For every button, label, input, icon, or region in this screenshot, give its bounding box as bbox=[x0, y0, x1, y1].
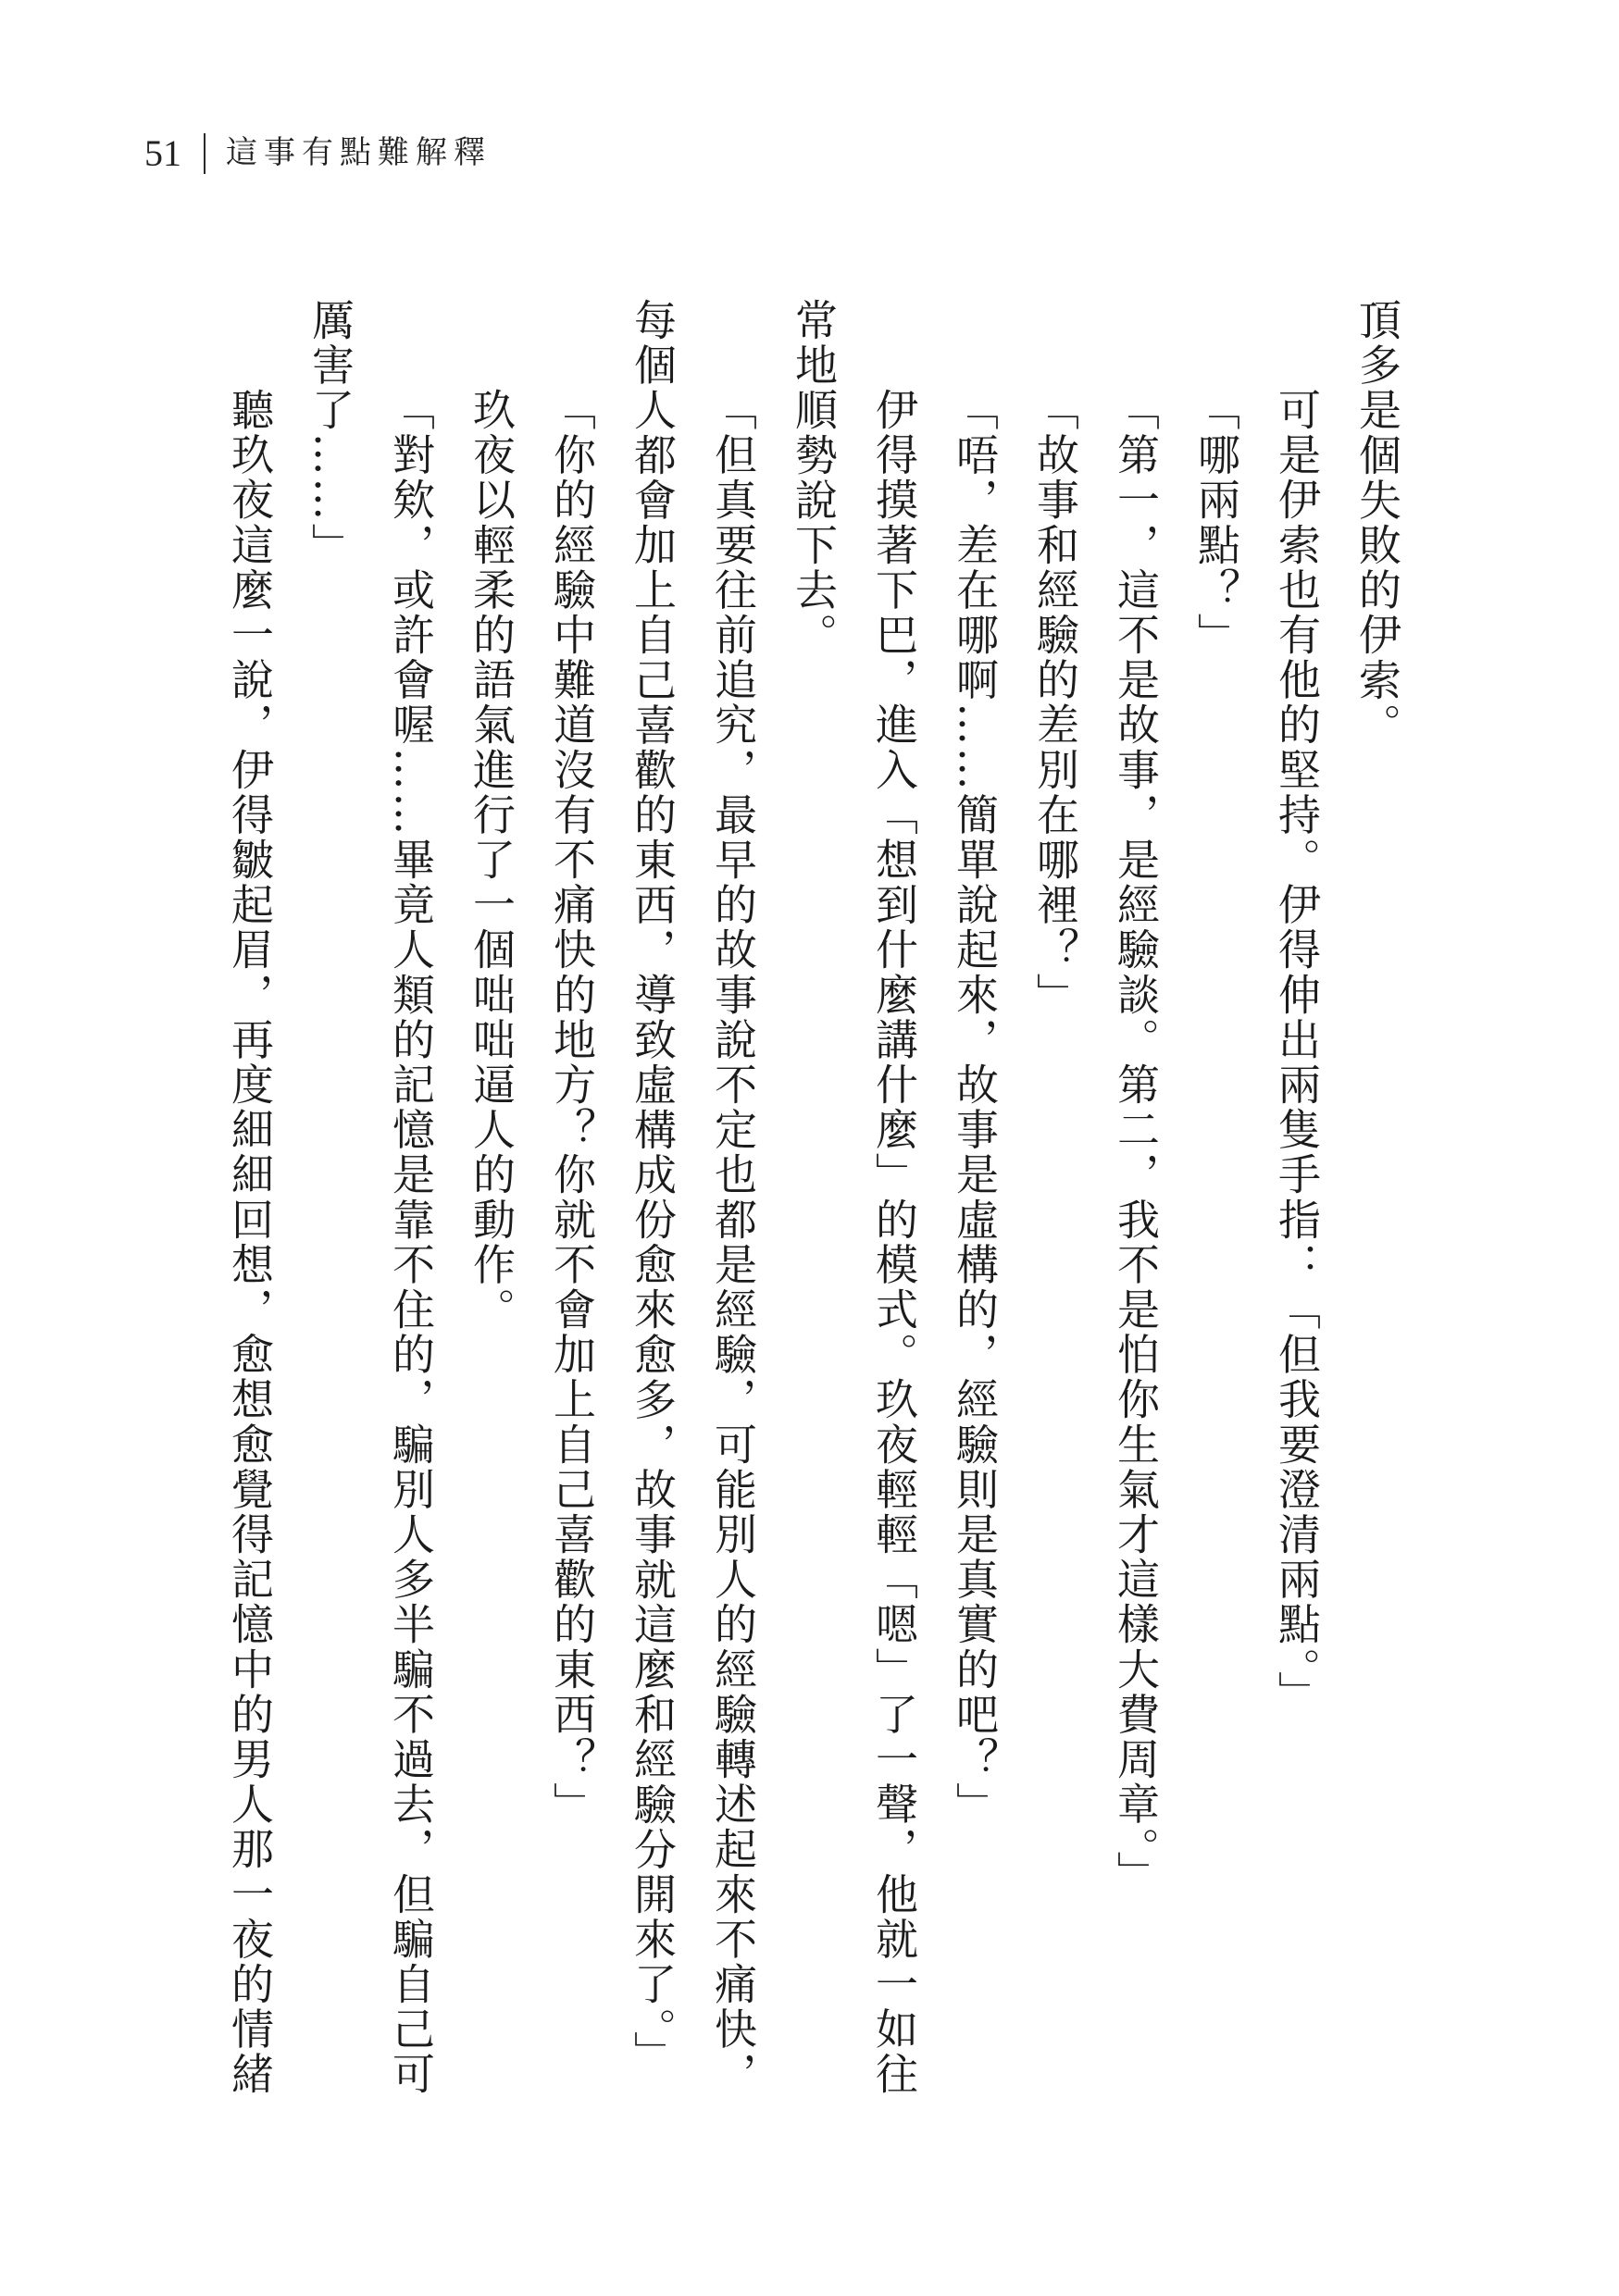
text-column: 可是伊索也有他的堅持。伊得伸出兩隻手指：「但我要澄清兩點。」 bbox=[1272, 388, 1322, 1716]
text-column: 「你的經驗中難道沒有不痛快的地方？你就不會加上自己喜歡的東西？」 bbox=[547, 388, 597, 1828]
paragraph bbox=[1337, 298, 1417, 2186]
paragraph bbox=[531, 298, 612, 2186]
header-divider bbox=[204, 133, 205, 174]
paragraph bbox=[1256, 298, 1337, 2186]
page-number: 51 bbox=[144, 132, 181, 174]
paragraph bbox=[1176, 298, 1256, 2186]
text-column: 頂多是個失敗的伊索。 bbox=[1352, 298, 1402, 748]
text-column: 「第一，這不是故事，是經驗談。第二，我不是怕你生氣才這樣大費周章。」 bbox=[1111, 388, 1161, 1896]
paragraph bbox=[209, 298, 290, 2186]
paragraph bbox=[934, 298, 1015, 2186]
paragraph bbox=[612, 298, 773, 2186]
paragraph bbox=[773, 298, 934, 2186]
text-column: 「故事和經驗的差別在哪裡？」 bbox=[1030, 388, 1080, 1018]
text-column: 「對欸，或許會喔……畢竟人類的記憶是靠不住的，騙別人多半騙不過去，但騙自己可 bbox=[386, 388, 436, 2097]
text-column: 「哪兩點？」 bbox=[1191, 388, 1241, 658]
paragraph bbox=[1015, 298, 1095, 2186]
text-column: 常地順勢說下去。 bbox=[789, 298, 839, 658]
text-column: 每個人都會加上自己喜歡的東西，導致虛構成份愈來愈多，故事就這麼和經驗分開來了。」 bbox=[628, 298, 678, 2076]
paragraph bbox=[290, 298, 451, 2186]
text-column: 聽玖夜這麼一說，伊得皺起眉，再度細細回想，愈想愈覺得記憶中的男人那一夜的情緒 bbox=[225, 388, 275, 2097]
text-column: 伊得摸著下巴，進入「想到什麼講什麼」的模式。玖夜輕輕「嗯」了一聲，他就一如往 bbox=[869, 388, 919, 2097]
body-text bbox=[209, 298, 1417, 2186]
running-header bbox=[144, 130, 492, 178]
text-column: 「但真要往前追究，最早的故事說不定也都是經驗，可能別人的經驗轉述起來不痛快， bbox=[708, 388, 758, 2097]
chapter-title: 這事有點難解釋 bbox=[226, 136, 492, 170]
paragraph bbox=[1095, 298, 1176, 2186]
text-column: 厲害了……」 bbox=[305, 298, 355, 568]
text-column: 「唔，差在哪啊……簡單說起來，故事是虛構的，經驗則是真實的吧？」 bbox=[950, 388, 1000, 1828]
paragraph bbox=[451, 298, 531, 2186]
text-column: 玖夜以輕柔的語氣進行了一個咄咄逼人的動作。 bbox=[467, 388, 517, 1333]
